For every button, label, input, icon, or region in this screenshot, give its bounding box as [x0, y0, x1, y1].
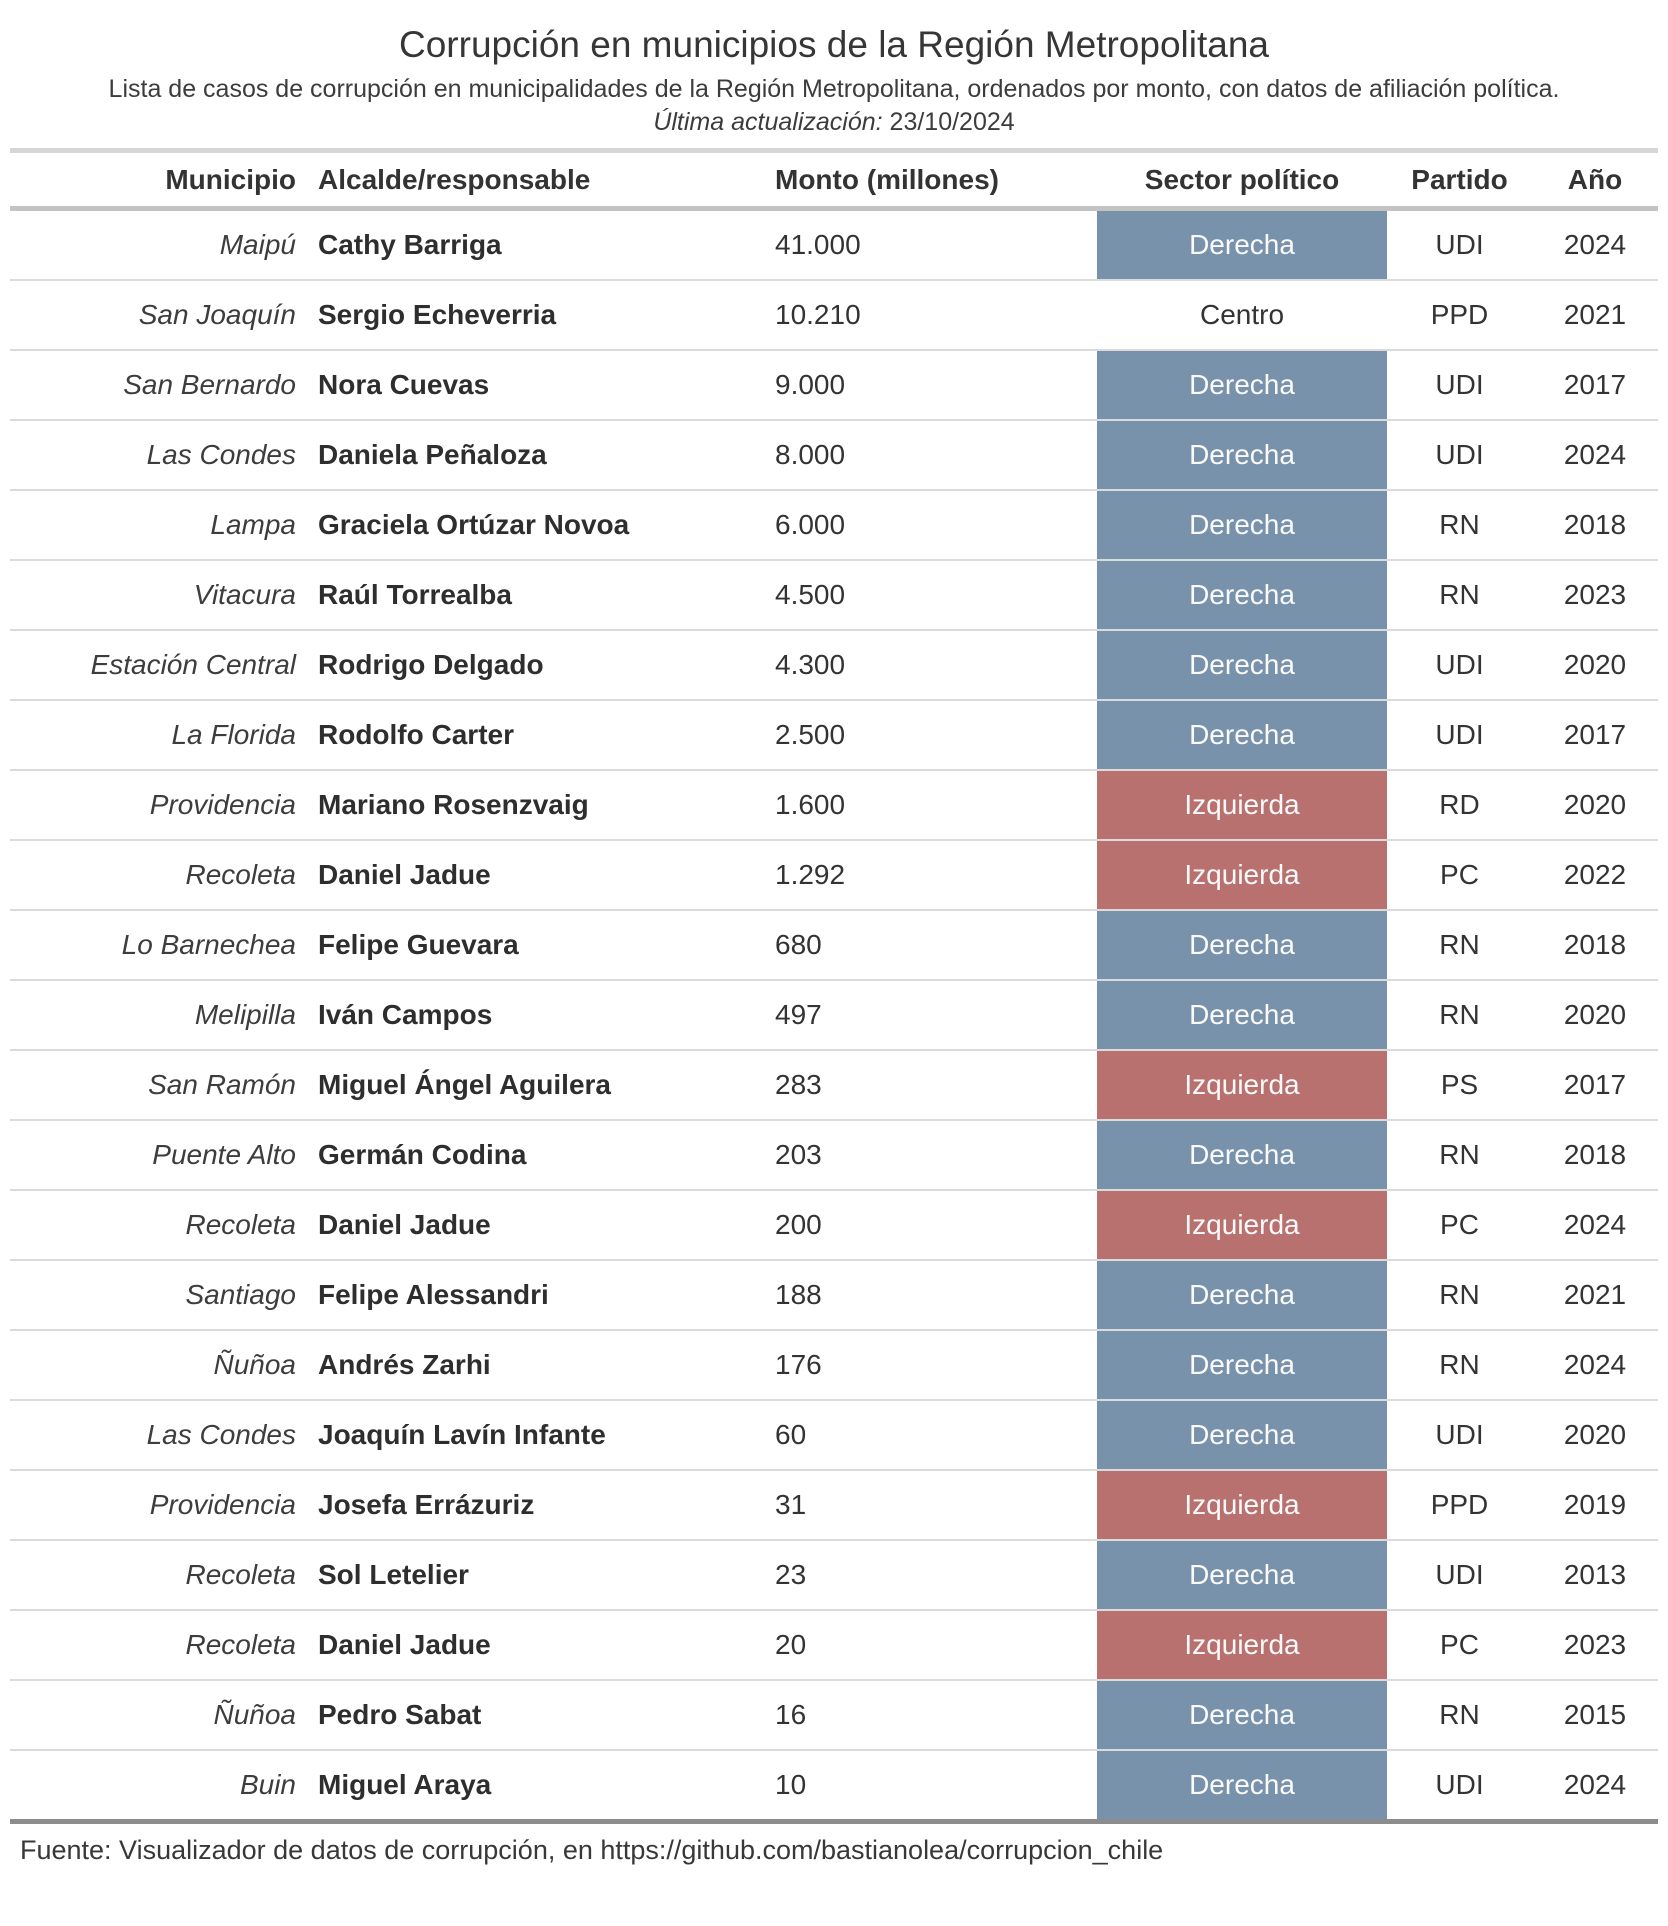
- cell-anio: 2015: [1532, 1680, 1658, 1750]
- cell-partido: UDI: [1387, 1540, 1532, 1610]
- cell-monto: 9.000: [765, 350, 1097, 420]
- cell-alcalde: Nora Cuevas: [308, 350, 765, 420]
- cell-alcalde: Daniela Peñaloza: [308, 420, 765, 490]
- cell-sector-politico: Derecha: [1097, 420, 1387, 490]
- cell-municipio: Ñuñoa: [10, 1330, 308, 1400]
- cell-alcalde: Andrés Zarhi: [308, 1330, 765, 1400]
- cell-sector-politico: Izquierda: [1097, 770, 1387, 840]
- cell-monto: 1.292: [765, 840, 1097, 910]
- cell-alcalde: Felipe Guevara: [308, 910, 765, 980]
- cell-municipio: Recoleta: [10, 1610, 308, 1680]
- cell-sector-politico: Derecha: [1097, 1260, 1387, 1330]
- table-row: [10, 1050, 1658, 1120]
- cell-alcalde: Raúl Torrealba: [308, 560, 765, 630]
- cell-alcalde: Rodrigo Delgado: [308, 630, 765, 700]
- cell-sector-politico: Derecha: [1097, 350, 1387, 420]
- cell-partido: RN: [1387, 490, 1532, 560]
- cell-partido: RN: [1387, 560, 1532, 630]
- cell-municipio: Recoleta: [10, 1540, 308, 1610]
- cell-partido: PPD: [1387, 1470, 1532, 1540]
- cell-monto: 60: [765, 1400, 1097, 1470]
- cell-sector-politico: Derecha: [1097, 560, 1387, 630]
- cell-municipio: Lampa: [10, 490, 308, 560]
- cell-sector-politico: Izquierda: [1097, 1050, 1387, 1120]
- cell-monto: 188: [765, 1260, 1097, 1330]
- cell-monto: 2.500: [765, 700, 1097, 770]
- cell-partido: UDI: [1387, 420, 1532, 490]
- cell-sector-politico: Izquierda: [1097, 840, 1387, 910]
- cell-alcalde: Iván Campos: [308, 980, 765, 1050]
- cell-sector-politico: Derecha: [1097, 910, 1387, 980]
- table-row: [10, 280, 1658, 350]
- cell-partido: UDI: [1387, 1400, 1532, 1470]
- cell-municipio: Recoleta: [10, 1190, 308, 1260]
- column-header-monto: Monto (millones): [765, 151, 1097, 209]
- cell-municipio: Recoleta: [10, 840, 308, 910]
- cell-anio: 2021: [1532, 1260, 1658, 1330]
- cell-partido: RD: [1387, 770, 1532, 840]
- cell-anio: 2024: [1532, 209, 1658, 281]
- cell-anio: 2021: [1532, 280, 1658, 350]
- cell-alcalde: Miguel Ángel Aguilera: [308, 1050, 765, 1120]
- cell-alcalde: Sergio Echeverria: [308, 280, 765, 350]
- cell-alcalde: Sol Letelier: [308, 1540, 765, 1610]
- last-update: [0, 107, 1668, 138]
- table-header-row: [10, 151, 1658, 209]
- cell-sector-politico: Izquierda: [1097, 1610, 1387, 1680]
- cell-anio: 2020: [1532, 770, 1658, 840]
- table-header: [10, 151, 1658, 209]
- cell-partido: RN: [1387, 910, 1532, 980]
- cell-partido: PC: [1387, 840, 1532, 910]
- cell-anio: 2024: [1532, 420, 1658, 490]
- cell-anio: 2020: [1532, 980, 1658, 1050]
- cell-alcalde: Germán Codina: [308, 1120, 765, 1190]
- table-row: [10, 910, 1658, 980]
- column-header-alcalde: Alcalde/responsable: [308, 151, 765, 209]
- cell-monto: 31: [765, 1470, 1097, 1540]
- cell-anio: 2024: [1563, 1769, 1627, 1800]
- cell-alcalde: Graciela Ortúzar Novoa: [308, 490, 765, 560]
- cell-monto: 4.500: [765, 560, 1097, 630]
- table-row: [10, 350, 1658, 420]
- cell-municipio: Providencia: [10, 770, 308, 840]
- cell-sector-politico: Derecha: [1097, 1400, 1387, 1470]
- cell-partido: RN: [1387, 1120, 1532, 1190]
- cell-sector-politico: Derecha: [1097, 1540, 1387, 1610]
- column-header-anio: Año: [1532, 151, 1658, 209]
- cell-sector-politico: Derecha: [1097, 700, 1387, 770]
- cell-partido: RN: [1387, 980, 1532, 1050]
- cell-sector-politico: Derecha: [1097, 1750, 1387, 1822]
- cell-monto: 20: [765, 1610, 1097, 1680]
- cell-municipio: Las Condes: [10, 420, 308, 490]
- cell-anio: 2020: [1532, 1400, 1658, 1470]
- corruption-table: [10, 148, 1658, 1824]
- cell-partido: UDI: [1387, 630, 1532, 700]
- cell-anio: 2024: [1532, 1190, 1658, 1260]
- cell-anio: 2020: [1532, 630, 1658, 700]
- cell-monto: 4.300: [765, 630, 1097, 700]
- cell-monto: 23: [765, 1540, 1097, 1610]
- column-header-partido: Partido: [1387, 151, 1532, 209]
- cell-monto: 283: [765, 1050, 1097, 1120]
- cell-partido: PPD: [1387, 280, 1532, 350]
- cell-alcalde: Josefa Errázuriz: [308, 1470, 765, 1540]
- table-row: [10, 700, 1658, 770]
- table-row: [10, 420, 1658, 490]
- cell-sector-politico: Derecha: [1097, 1680, 1387, 1750]
- cell-sector-politico: Derecha: [1097, 209, 1387, 281]
- column-header-municipio: Municipio: [10, 151, 308, 209]
- table-row: [10, 840, 1658, 910]
- table-row: [10, 1190, 1658, 1260]
- cell-anio: 2017: [1532, 700, 1658, 770]
- cell-municipio: La Florida: [10, 700, 308, 770]
- cell-sector-politico: Izquierda: [1097, 1470, 1387, 1540]
- cell-monto: 200: [765, 1190, 1097, 1260]
- cell-sector-politico: Derecha: [1097, 1120, 1387, 1190]
- cell-alcalde: Daniel Jadue: [308, 840, 765, 910]
- cell-alcalde: Cathy Barriga: [308, 209, 765, 281]
- cell-municipio: San Ramón: [10, 1050, 308, 1120]
- cell-sector-politico: Derecha: [1097, 630, 1387, 700]
- cell-partido: RN: [1387, 1680, 1532, 1750]
- cell-sector-politico: Derecha: [1097, 490, 1387, 560]
- cell-alcalde: Rodolfo Carter: [308, 700, 765, 770]
- cell-sector-politico: Derecha: [1097, 1330, 1387, 1400]
- cell-municipio: Santiago: [10, 1260, 308, 1330]
- cell-municipio: Vitacura: [10, 560, 308, 630]
- table-row: [10, 560, 1658, 630]
- cell-municipio: Melipilla: [10, 980, 308, 1050]
- cell-municipio: Ñuñoa: [10, 1680, 308, 1750]
- cell-anio: 2018: [1532, 1120, 1658, 1190]
- cell-anio: 2022: [1532, 840, 1658, 910]
- table-row: [10, 490, 1658, 560]
- cell-alcalde: Mariano Rosenzvaig: [308, 770, 765, 840]
- cell-municipio: Providencia: [10, 1470, 308, 1540]
- cell-sector-politico: Izquierda: [1097, 1190, 1387, 1260]
- cell-municipio: Maipú: [10, 209, 308, 281]
- table-row: [10, 1330, 1658, 1400]
- cell-municipio: Puente Alto: [10, 1120, 308, 1190]
- cell-monto: 203: [765, 1120, 1097, 1190]
- table-row: [10, 1400, 1658, 1470]
- cell-anio: 2013: [1532, 1540, 1658, 1610]
- cell-anio: 2017: [1532, 350, 1658, 420]
- cell-partido: RN: [1387, 1330, 1532, 1400]
- table-row: [10, 1260, 1658, 1330]
- page-subtitle: Lista de casos de corrupción en municipalidades de la Región Metropolitana, ordenados por monto, con datos de afiliación política.: [108, 75, 1560, 103]
- cell-alcalde: Pedro Sabat: [308, 1680, 765, 1750]
- cell-alcalde: Joaquín Lavín Infante: [308, 1400, 765, 1470]
- cell-municipio: Las Condes: [10, 1400, 308, 1470]
- column-header-sector-politico: Sector político: [1097, 151, 1387, 209]
- cell-anio: 2023: [1532, 1610, 1658, 1680]
- cell-alcalde: Miguel Araya: [318, 1769, 492, 1800]
- cell-municipio: Lo Barnechea: [10, 910, 308, 980]
- table-row: [10, 1750, 1658, 1822]
- cell-anio: 2019: [1532, 1470, 1658, 1540]
- cell-partido: PC: [1387, 1190, 1532, 1260]
- cell-monto: 497: [765, 980, 1097, 1050]
- cell-monto: 8.000: [765, 420, 1097, 490]
- table-row: [10, 1540, 1658, 1610]
- cell-monto: 6.000: [765, 490, 1097, 560]
- cell-anio: 2023: [1532, 560, 1658, 630]
- cell-municipio: San Bernardo: [10, 350, 308, 420]
- table-row: [10, 1610, 1658, 1680]
- cell-monto: 41.000: [765, 209, 1097, 281]
- cell-anio: 2018: [1532, 910, 1658, 980]
- table-row: [10, 1470, 1658, 1540]
- cell-municipio: San Joaquín: [10, 280, 308, 350]
- table-row: [10, 1120, 1658, 1190]
- last-update-date: 23/10/2024: [889, 108, 1015, 136]
- table-row: [10, 770, 1658, 840]
- cell-monto: 10: [775, 1769, 807, 1800]
- table-row: [10, 209, 1658, 281]
- cell-anio: 2024: [1532, 1330, 1658, 1400]
- cell-monto: 10.210: [765, 280, 1097, 350]
- cell-partido: PS: [1387, 1050, 1532, 1120]
- cell-alcalde: Daniel Jadue: [308, 1610, 765, 1680]
- cell-partido: UDI: [1387, 209, 1532, 281]
- cell-municipio: Buin: [239, 1769, 296, 1800]
- source-note: Fuente: Visualizador de datos de corrupción, en https://github.com/bastianolea/corrupcion_chile: [20, 1835, 1164, 1865]
- cell-monto: 176: [765, 1330, 1097, 1400]
- last-update-label: Última actualización:: [653, 108, 883, 136]
- cell-sector-politico: Derecha: [1097, 980, 1387, 1050]
- cell-anio: 2018: [1532, 490, 1658, 560]
- cell-monto: 16: [765, 1680, 1097, 1750]
- table-body: [10, 209, 1658, 1822]
- cell-sector-politico: Centro: [1097, 280, 1387, 350]
- cell-partido: UDI: [1435, 1769, 1484, 1800]
- cell-monto: 680: [765, 910, 1097, 980]
- cell-monto: 1.600: [765, 770, 1097, 840]
- cell-partido: UDI: [1387, 700, 1532, 770]
- cell-partido: RN: [1387, 1260, 1532, 1330]
- cell-alcalde: Felipe Alessandri: [308, 1260, 765, 1330]
- page-title: Corrupción en municipios de la Región Metropolitana: [399, 24, 1269, 65]
- table-row: [10, 630, 1658, 700]
- table-row: [10, 1680, 1658, 1750]
- cell-anio: 2017: [1532, 1050, 1658, 1120]
- cell-partido: PC: [1387, 1610, 1532, 1680]
- cell-alcalde: Daniel Jadue: [308, 1190, 765, 1260]
- table-row: [10, 980, 1658, 1050]
- cell-partido: UDI: [1387, 350, 1532, 420]
- cell-municipio: Estación Central: [10, 630, 308, 700]
